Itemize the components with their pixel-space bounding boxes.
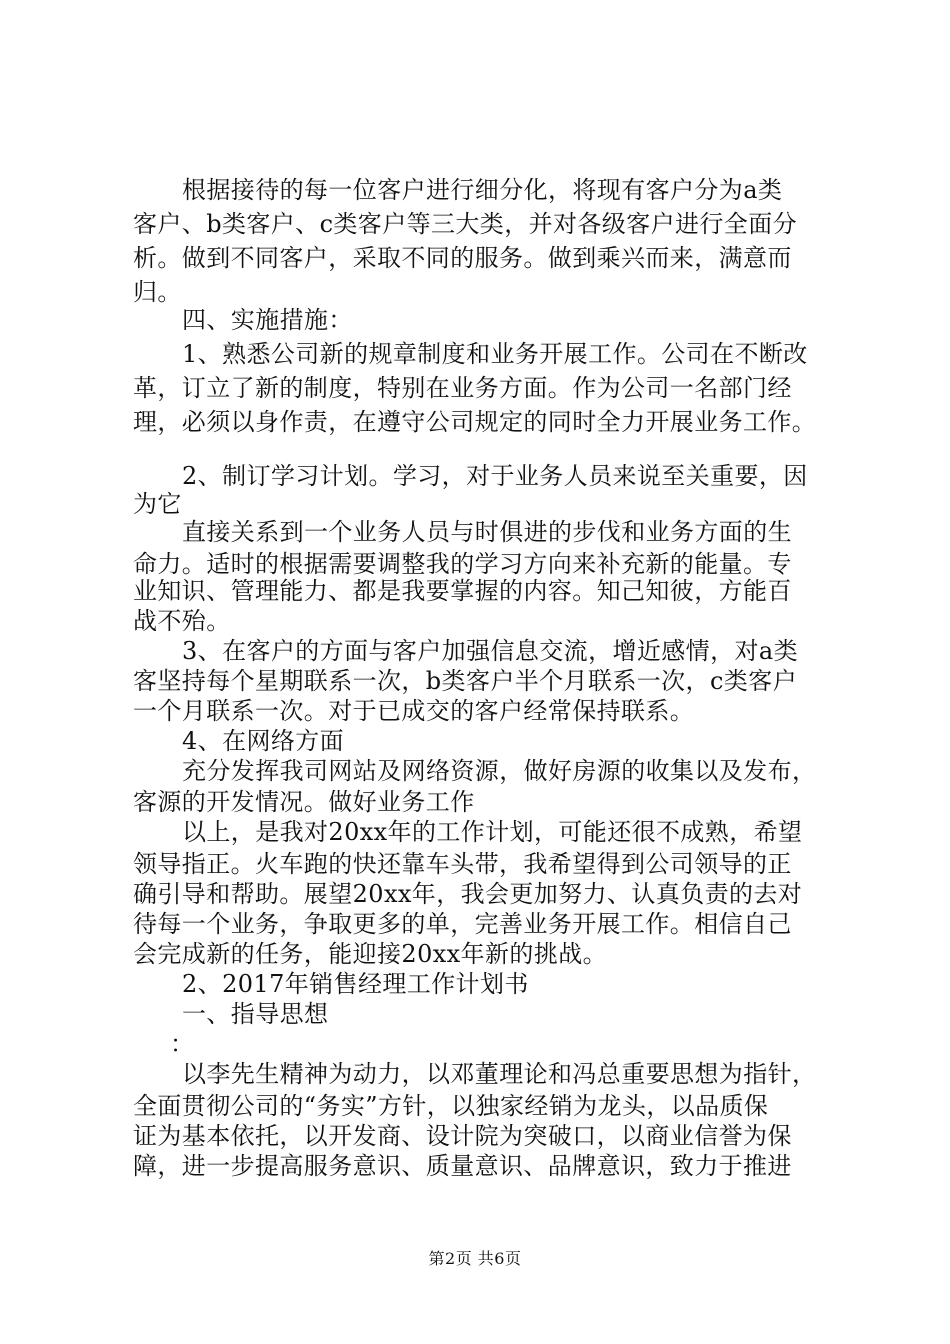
text-line: 充分发挥我司网站及网络资源，做好房源的收集以及发布， bbox=[182, 757, 817, 785]
text-line: 一个月联系一次。对于已成交的客户经常保持联系。 bbox=[133, 697, 695, 725]
text-line: 为它 bbox=[133, 490, 182, 518]
text-line: 确引导和帮助。展望20xx年，我会更加努力、认真负责的去对 bbox=[133, 880, 803, 908]
text-line: 4、在网络方面 bbox=[182, 727, 345, 755]
section-heading: 一、指导思想 bbox=[182, 1000, 329, 1028]
section-heading: 2、2017年销售经理工作计划书 bbox=[182, 970, 529, 998]
text-line: 1、熟悉公司新的规章制度和业务开展工作。公司在不断改 bbox=[182, 340, 808, 368]
text-line: 障，进一步提高服务意识、质量意识、品牌意识，致力于推进 bbox=[133, 1152, 792, 1180]
text-line: 客源的开发情况。做好业务工作 bbox=[133, 788, 475, 816]
text-line: 3、在客户的方面与客户加强信息交流，增近感情，对a类 bbox=[182, 637, 798, 665]
text-line: 以李先生精神为动力，以邓董理论和冯总重要思想为指针， bbox=[182, 1060, 817, 1088]
text-line: 领导指正。火车跑的快还靠车头带，我希望得到公司领导的正 bbox=[133, 850, 792, 878]
text-line: 直接关系到一个业务人员与时俱进的步伐和业务方面的生 bbox=[182, 518, 792, 546]
text-line: 证为基本依托，以开发商、设计院为突破口，以商业信誉为保 bbox=[133, 1122, 792, 1150]
text-line: 以上，是我对20xx年的工作计划，可能还很不成熟，希望 bbox=[182, 818, 803, 846]
text-line: 战不殆。 bbox=[133, 607, 231, 635]
text-line: 全面贯彻公司的“务实”方针，以独家经销为龙头，以品质保 bbox=[133, 1092, 769, 1120]
text-line: ： bbox=[170, 1030, 195, 1058]
text-line: 革，订立了新的制度，特别在业务方面。作为公司一名部门经 bbox=[133, 374, 792, 402]
text-line: 析。做到不同客户，采取不同的服务。做到乘兴而来，满意而 bbox=[133, 244, 792, 272]
text-line: 待每一个业务，争取更多的单，完善业务开展工作。相信自己 bbox=[133, 910, 792, 938]
text-line: 根据接待的每一位客户进行细分化，将现有客户分为a类 bbox=[182, 176, 783, 204]
text-line: 业知识、管理能力、都是我要掌握的内容。知己知彼，方能百 bbox=[133, 577, 792, 605]
page-number-footer: 第2页 共6页 bbox=[428, 1249, 522, 1268]
text-line: 客户、b类客户、c类客户等三大类，并对各级客户进行全面分 bbox=[133, 210, 798, 238]
text-line: 理，必须以身作责，在遵守公司规定的同时全力开展业务工作。 bbox=[133, 408, 817, 436]
text-line: 归。 bbox=[133, 278, 182, 306]
text-line: 客坚持每个星期联系一次，b类客户半个月联系一次，c类客户 bbox=[133, 667, 798, 695]
text-line: 命力。适时的根据需要调整我的学习方向来补充新的能量。专 bbox=[133, 550, 792, 578]
text-line: 会完成新的任务，能迎接20xx年新的挑战。 bbox=[133, 940, 608, 968]
text-line: 2、制订学习计划。学习，对于业务人员来说至关重要，因 bbox=[182, 462, 808, 490]
section-heading: 四、实施措施： bbox=[182, 306, 353, 334]
